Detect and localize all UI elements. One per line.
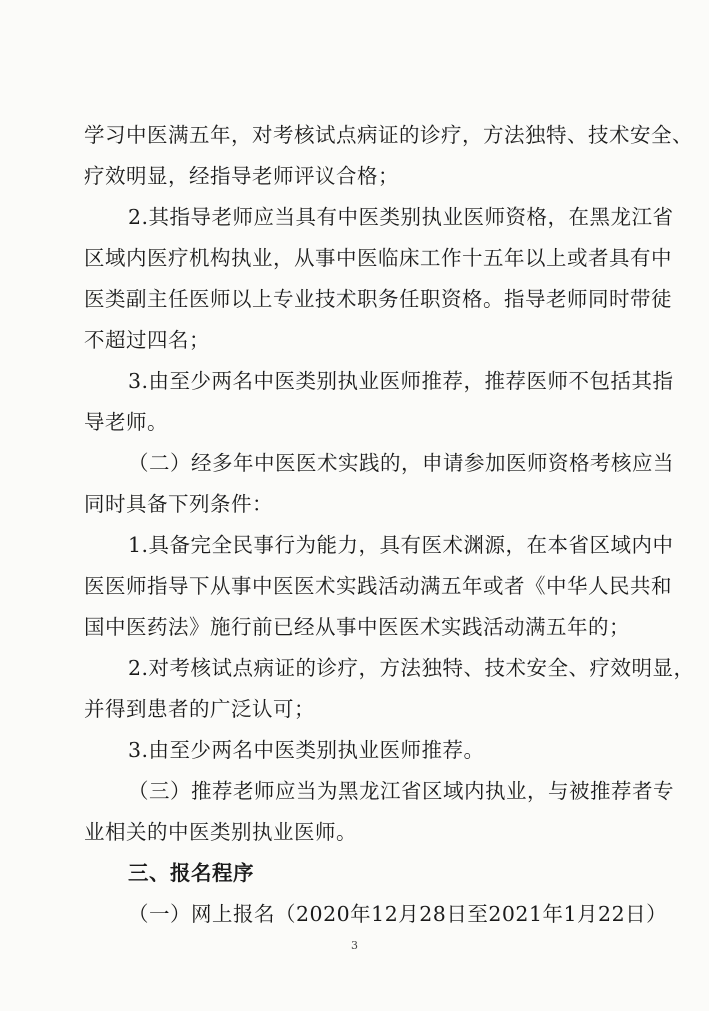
- paragraph-line-3: 2.其指导老师应当具有中医类别执业医师资格，在黑龙江省: [128, 205, 674, 229]
- paragraph-line-2: 疗效明显，经指导老师评议合格；: [84, 164, 399, 188]
- paragraph-line-20: （一）网上报名（2020年12月28日至2021年1月22日）: [128, 902, 668, 926]
- paragraph-line-14: 2.对考核试点病证的诊疗，方法独特、技术安全、疗效明显，: [128, 656, 695, 680]
- paragraph-line-16: 3.由至少两名中医类别执业医师推荐。: [128, 738, 485, 762]
- paragraph-line-17: （三）推荐老师应当为黑龙江省区域内执业，与被推荐者专: [128, 779, 674, 803]
- paragraph-line-8: 导老师。: [84, 410, 168, 434]
- paragraph-line-7: 3.由至少两名中医类别执业医师推荐，推荐医师不包括其指: [128, 369, 674, 393]
- paragraph-line-10: 同时具备下列条件：: [84, 492, 273, 516]
- paragraph-line-6: 不超过四名；: [84, 328, 210, 352]
- paragraph-line-5: 医类副主任医师以上专业技术职务任职资格。指导老师同时带徒: [84, 287, 672, 311]
- page-number: 3: [351, 939, 358, 952]
- paragraph-line-9: （二）经多年中医医术实践的，申请参加医师资格考核应当: [128, 451, 674, 475]
- paragraph-line-13: 国中医药法》施行前已经从事中医医术实践活动满五年的；: [84, 615, 630, 639]
- paragraph-line-18: 业相关的中医类别执业医师。: [84, 820, 357, 844]
- paragraph-line-1: 学习中医满五年，对考核试点病证的诊疗，方法独特、技术安全、: [84, 123, 693, 147]
- section-heading: 三、报名程序: [128, 861, 254, 885]
- paragraph-line-15: 并得到患者的广泛认可；: [84, 697, 315, 721]
- paragraph-line-12: 医医师指导下从事中医医术实践活动满五年或者《中华人民共和: [84, 574, 672, 598]
- paragraph-line-11: 1.具备完全民事行为能力，具有医术渊源，在本省区域内中: [128, 533, 674, 557]
- paragraph-line-4: 区域内医疗机构执业，从事中医临床工作十五年以上或者具有中: [84, 246, 672, 270]
